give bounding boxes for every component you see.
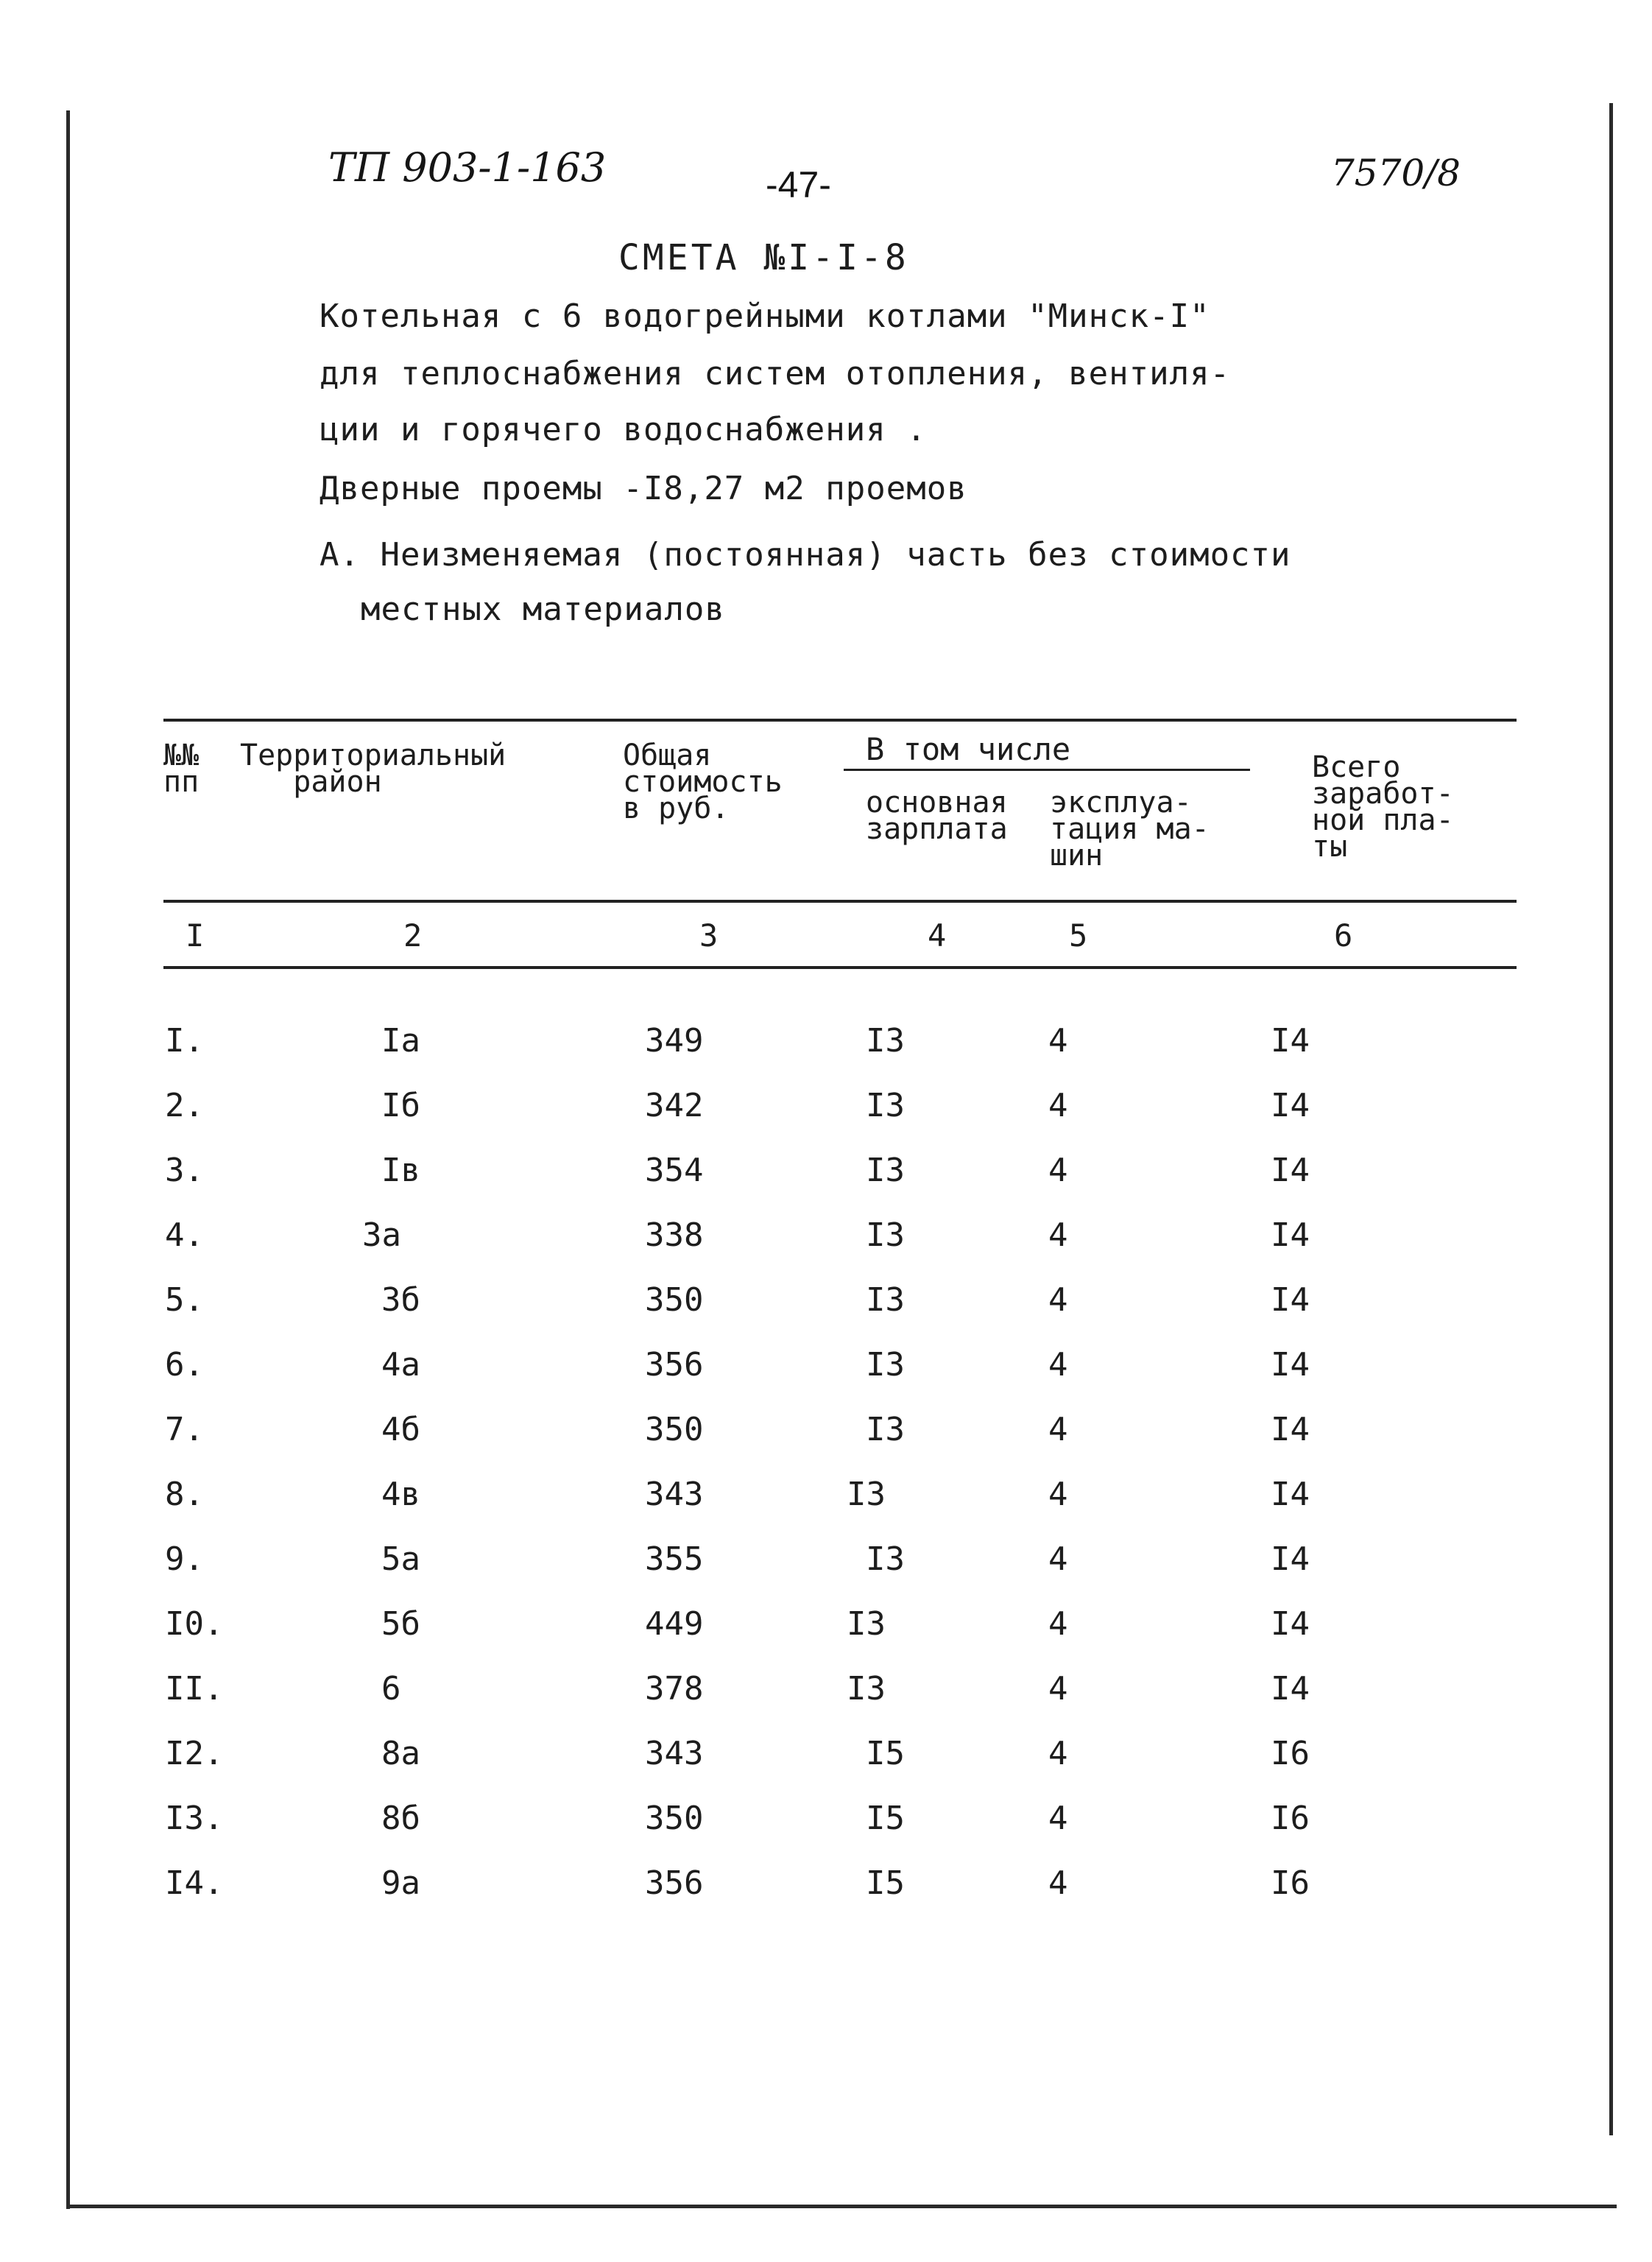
row-total: 338 — [645, 1216, 704, 1254]
row-total: 350 — [645, 1800, 704, 1837]
row-wage: I5 — [866, 1864, 905, 1902]
part-title-line-2: местных материалов — [361, 591, 725, 628]
page-frame-bottom — [66, 2205, 1617, 2208]
row-territory: 5а — [381, 1540, 420, 1578]
row-machines: 4 — [1048, 1670, 1068, 1708]
header-number — [163, 739, 200, 799]
page-number: -47- — [766, 164, 831, 205]
column-number-3: 3 — [699, 917, 719, 954]
row-territory: 3б — [381, 1281, 420, 1319]
table-row — [0, 1605, 1652, 1649]
row-all-wage: I4 — [1271, 1281, 1310, 1319]
row-total: 356 — [645, 1864, 704, 1902]
row-all-wage: I4 — [1271, 1152, 1310, 1189]
table-row — [0, 1800, 1652, 1844]
row-territory: Iа — [381, 1022, 420, 1060]
table-row — [0, 1022, 1652, 1066]
row-all-wage: I4 — [1271, 1411, 1310, 1448]
header-all-wage — [1312, 750, 1454, 864]
including-subheader-rule — [844, 769, 1250, 771]
row-territory: 4а — [381, 1346, 420, 1384]
column-number-6: 6 — [1334, 917, 1353, 954]
row-all-wage: I4 — [1271, 1540, 1310, 1578]
row-wage: I3 — [866, 1216, 905, 1254]
row-all-wage: I4 — [1271, 1087, 1310, 1124]
description-line-2: для теплоснабжения систем отопления, вентиля- — [320, 355, 1231, 392]
table-top-rule — [163, 719, 1517, 722]
header-allwage-line-3: ной пла- — [1312, 803, 1454, 837]
door-openings-line: Дверные проемы -I8,27 м2 проемов — [320, 470, 967, 507]
document-code: ТП 903-1-163 — [328, 144, 607, 191]
row-total: 343 — [645, 1476, 704, 1513]
row-number: I. — [165, 1022, 204, 1060]
table-row — [0, 1152, 1652, 1196]
table-row — [0, 1540, 1652, 1585]
table-row — [0, 1087, 1652, 1131]
row-wage: I3 — [847, 1670, 886, 1708]
row-total: 356 — [645, 1346, 704, 1384]
header-allwage-line-2: заработ- — [1312, 777, 1454, 811]
row-territory: 6 — [381, 1670, 401, 1708]
header-allwage-line-1: Всего — [1312, 750, 1401, 784]
header-base-wage — [866, 786, 1008, 846]
row-wage: I3 — [866, 1346, 905, 1384]
row-total: 355 — [645, 1540, 704, 1578]
row-wage: I5 — [866, 1735, 905, 1772]
description-line-1: Котельная с 6 водогрейными котлами "Минск-I" — [320, 297, 1210, 335]
row-number: I4. — [165, 1864, 224, 1902]
row-number: I3. — [165, 1800, 224, 1837]
header-total-cost — [623, 739, 783, 825]
row-all-wage: I6 — [1271, 1800, 1310, 1837]
row-wage: I3 — [866, 1540, 905, 1578]
header-total-line-3: в руб. — [623, 792, 730, 825]
column-numbers-rule — [163, 966, 1517, 969]
header-machines-line-1: эксплуа- — [1050, 786, 1192, 820]
row-all-wage: I4 — [1271, 1476, 1310, 1513]
row-number: 6. — [165, 1346, 204, 1384]
header-wage-line-2: зарплата — [866, 812, 1008, 846]
row-machines: 4 — [1048, 1022, 1068, 1060]
header-territory-line-2: район — [240, 765, 382, 799]
header-number-line-2: пп — [163, 765, 200, 799]
row-number: 9. — [165, 1540, 204, 1578]
row-wage: I3 — [866, 1022, 905, 1060]
row-machines: 4 — [1048, 1605, 1068, 1643]
row-number: 5. — [165, 1281, 204, 1319]
row-wage: I3 — [847, 1476, 886, 1513]
column-number-5: 5 — [1069, 917, 1088, 954]
header-including: В том числе — [866, 731, 1071, 767]
row-territory: 8а — [381, 1735, 420, 1772]
header-territory-line-1: Территориальный — [240, 739, 506, 772]
row-machines: 4 — [1048, 1411, 1068, 1448]
row-all-wage: I4 — [1271, 1346, 1310, 1384]
row-wage: I3 — [866, 1152, 905, 1189]
row-total: 378 — [645, 1670, 704, 1708]
row-machines: 4 — [1048, 1152, 1068, 1189]
row-all-wage: I4 — [1271, 1022, 1310, 1060]
row-number: 7. — [165, 1411, 204, 1448]
row-number: 2. — [165, 1087, 204, 1124]
column-number-1: I — [186, 917, 205, 954]
row-all-wage: I6 — [1271, 1864, 1310, 1902]
row-total: 449 — [645, 1605, 704, 1643]
row-total: 342 — [645, 1087, 704, 1124]
row-total: 350 — [645, 1281, 704, 1319]
row-all-wage: I4 — [1271, 1605, 1310, 1643]
row-territory: 4б — [381, 1411, 420, 1448]
row-all-wage: I6 — [1271, 1735, 1310, 1772]
description-line-3: ции и горячего водоснабжения . — [320, 411, 927, 448]
row-wage: I5 — [866, 1800, 905, 1837]
row-machines: 4 — [1048, 1800, 1068, 1837]
row-territory: 5б — [381, 1605, 420, 1643]
row-number: I0. — [165, 1605, 224, 1643]
header-wage-line-1: основная — [866, 786, 1008, 820]
header-bottom-rule — [163, 900, 1517, 903]
column-number-4: 4 — [928, 917, 947, 954]
header-machines-line-2: тация ма- — [1050, 812, 1210, 846]
row-all-wage: I4 — [1271, 1216, 1310, 1254]
header-machines — [1050, 786, 1210, 873]
header-total-line-2: стоимость — [623, 765, 783, 799]
header-allwage-line-4: ты — [1312, 830, 1348, 864]
row-territory: 3а — [362, 1216, 401, 1254]
row-machines: 4 — [1048, 1476, 1068, 1513]
row-wage: I3 — [847, 1605, 886, 1643]
row-total: 343 — [645, 1735, 704, 1772]
table-row — [0, 1411, 1652, 1455]
table-row — [0, 1476, 1652, 1520]
row-machines: 4 — [1048, 1864, 1068, 1902]
header-total-line-1: Общая — [623, 739, 712, 772]
header-machines-line-3: шин — [1050, 839, 1104, 873]
row-wage: I3 — [866, 1087, 905, 1124]
row-machines: 4 — [1048, 1087, 1068, 1124]
row-machines: 4 — [1048, 1540, 1068, 1578]
sheet-code: 7570/8 — [1331, 152, 1461, 194]
row-number: II. — [165, 1670, 224, 1708]
table-row — [0, 1735, 1652, 1779]
row-machines: 4 — [1048, 1346, 1068, 1384]
row-territory: Iв — [381, 1152, 420, 1189]
row-number: 8. — [165, 1476, 204, 1513]
table-row — [0, 1281, 1652, 1325]
table-row — [0, 1216, 1652, 1261]
row-territory: Iб — [381, 1087, 420, 1124]
header-number-line-1: №№ — [163, 739, 200, 772]
table-row — [0, 1864, 1652, 1909]
table-row — [0, 1346, 1652, 1390]
row-territory: 8б — [381, 1800, 420, 1837]
row-territory: 9а — [381, 1864, 420, 1902]
row-machines: 4 — [1048, 1735, 1068, 1772]
row-total: 354 — [645, 1152, 704, 1189]
table-row — [0, 1670, 1652, 1714]
row-wage: I3 — [866, 1281, 905, 1319]
row-machines: 4 — [1048, 1281, 1068, 1319]
estimate-title: СМЕТА №I-I-8 — [618, 237, 909, 278]
row-all-wage: I4 — [1271, 1670, 1310, 1708]
row-machines: 4 — [1048, 1216, 1068, 1254]
part-title-line-1: А. Неизменяемая (постоянная) часть без стоимости — [320, 536, 1291, 574]
row-number: I2. — [165, 1735, 224, 1772]
row-territory: 4в — [381, 1476, 420, 1513]
row-number: 4. — [165, 1216, 204, 1254]
row-number: 3. — [165, 1152, 204, 1189]
row-total: 349 — [645, 1022, 704, 1060]
header-territory — [240, 739, 506, 799]
row-wage: I3 — [866, 1411, 905, 1448]
column-number-2: 2 — [403, 917, 423, 954]
row-total: 350 — [645, 1411, 704, 1448]
